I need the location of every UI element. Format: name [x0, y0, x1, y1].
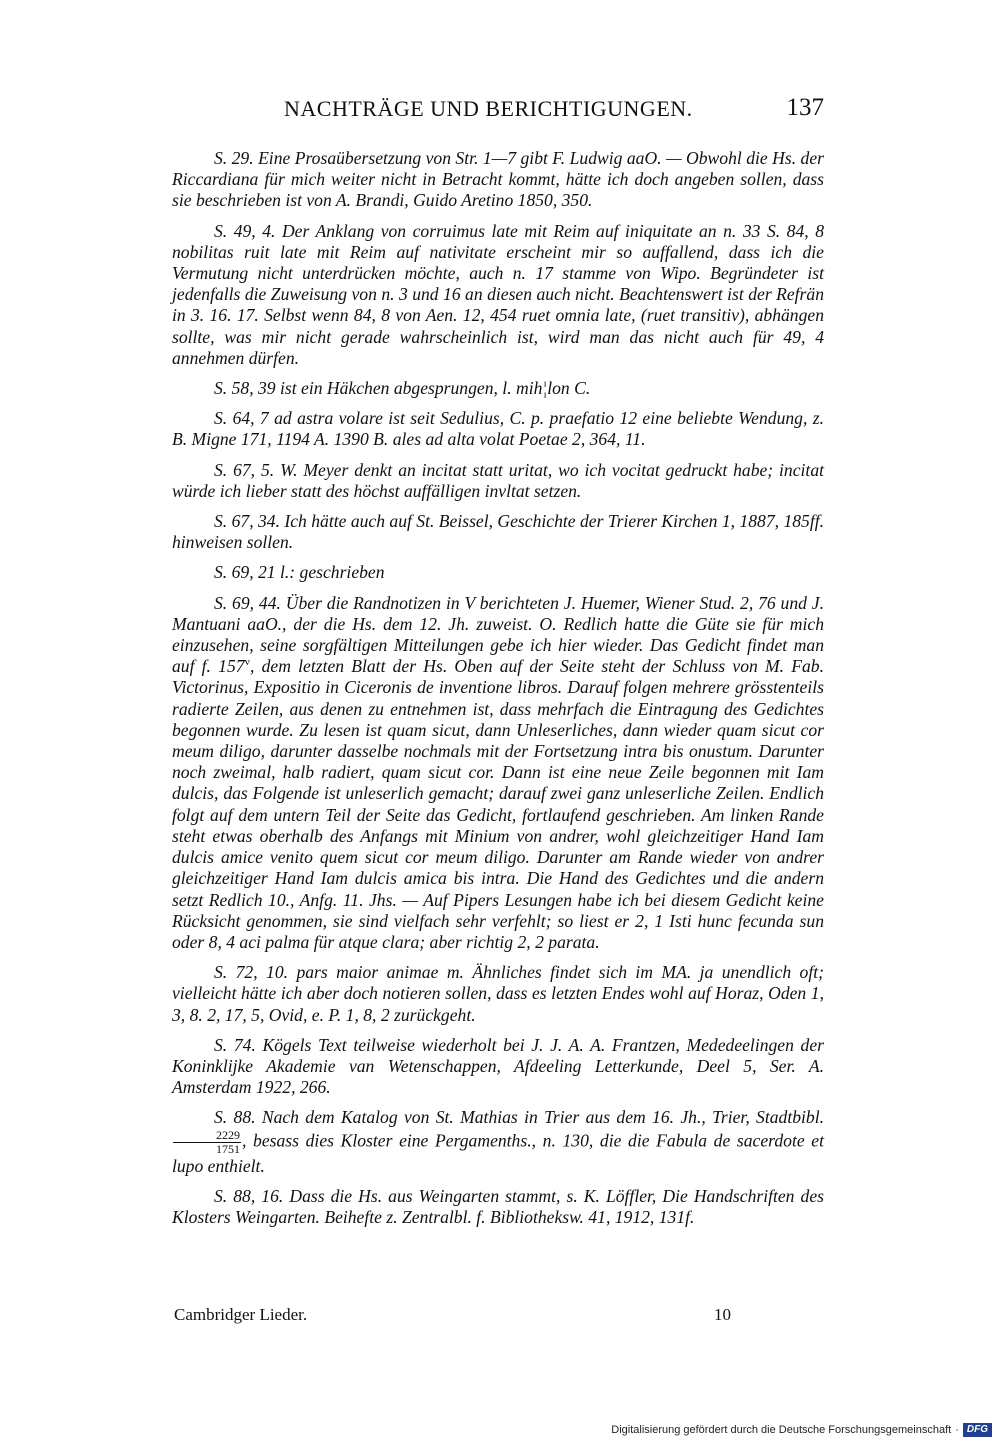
entry-text: pars maior animae m. Ähnliches findet sich im MA. ja unendlich oft; vielleicht hätte ich aber doch notieren sollen, dass es letzten Endes wohl auf Horaz, Oden 1, 3, 8. 2, 17, 5, Ovid, e. P. 1, 8, 2 zurückgeht. — [172, 962, 824, 1025]
entry-reference: S. 72, 10. — [214, 962, 289, 983]
signature-title: Cambridger Lieder. — [174, 1305, 308, 1324]
note-entry — [172, 221, 824, 369]
entry-text: ad astra volare ist seit Sedulius, C. p. praefatio 12 eine beliebte Wendung, z. B. Migne 171, 1194 A. 1390 B. ales ad alta volat Poetae 2, 364, 11. — [172, 408, 824, 450]
entry-reference: S. 88, 16. — [214, 1185, 284, 1206]
entry-text: W. Meyer denkt an incitat statt uritat, wo ich vocitat gedruckt habe; incitat würde ich lieber statt des höchst auffälligen invltat setzen. — [172, 459, 825, 501]
note-entry — [172, 378, 824, 399]
entry-reference: S. 29. — [214, 148, 254, 168]
entry-reference: S. 74. — [214, 1034, 256, 1055]
signature-number: 10 — [714, 1305, 731, 1324]
page-number: 137 — [786, 94, 824, 121]
note-entry — [172, 460, 824, 502]
note-entry — [172, 1186, 824, 1228]
entry-text-continued: , dem letzten Blatt der Hs. Oben auf der Seite steht der Schluss von M. Fab. Victorinus, Expositio in Ciceronis de inventione libros. Darauf folgen mehrere grösstenteils radierte Zeilen, aus denen zu entnehmen ist, dass mehrfach die Eintragung des Gedichtes begonnen wurde. Zu lesen ist quam sicut, dann Unleserliches, dann wieder quam sicut cor meum diligo, darunter dasselbe nochmals mit der Fortsetzung intra bis onustum. Darunter noch zweimal, halb radiert, quam sicut cor. Dann ist eine neue Zeile begonnen mit Iam dulcis, das Folgende ist unleserlich gemacht; darauf zwei ganz unleserliche Zeilen. Endlich folgt auf dem untern Teil der Seite das Gedicht, fortlaufend geschrieben. Am linken Rande steht etwas oberhalb des Anfangs mit Minium von andrer, wohl gleichzeitiger Hand Iam dulcis amice venito quem sicut cor meum diligo. Darunter am Rande wieder von andrer gleichzeitiger Hand Iam dulcis amica bis intra. Die Hand des Gedichtes und die andern setzt Redlich 10., Anfg. 11. Jhs. — Auf Pipers Lesungen habe ich bei diesem Gedicht keine Rücksicht genommen, sie sind vielfach sehr verfehlt; so liest er 2, 1 Isti hunc fecunda sun oder 8, 4 aci palma für atque clara; aber richtig 2, 2 parata. — [172, 656, 824, 952]
note-entry — [172, 1107, 824, 1176]
entry-reference: S. 58, 39 — [214, 378, 276, 399]
shelfmark-fraction — [173, 1129, 241, 1156]
entry-reference: S. 69, 44. — [214, 592, 281, 613]
entry-text: Ich hätte auch auf St. Beissel, Geschichte der Trierer Kirchen 1, 1887, 185ff. hinweisen sollen. — [172, 511, 825, 553]
page-title: NACHTRÄGE UND BERICHTIGUNGEN. — [284, 96, 693, 121]
entry-reference: S. 49, 4. — [214, 220, 276, 241]
note-entry — [172, 562, 824, 583]
entry-text: Dass die Hs. aus Weingarten stammt, s. K. Löffler, Die Handschriften des Klosters Weingarten. Beihefte z. Zentralbl. f. Bibliotheksw. 41, 1912, 131f. — [172, 1185, 824, 1227]
fraction-denominator: 1751 — [216, 1141, 240, 1156]
credit-text: Digitalisierung gefördert durch die Deutsche Forschungsgemeinschaft — [611, 1424, 952, 1436]
body-text — [172, 148, 824, 1237]
entry-reference: S. 67, 34. — [214, 511, 280, 532]
entry-text: Über die Randnotizen in V berichteten J. Huemer, Wiener Stud. 2, 76 und J. Mantuani aaO., der die Hs. dem 12. Jh. zuweist. O. Redlich hatte die Güte sie für mich einzusehen, seine sorgfältigen Mitteilungen gebe ich hier wieder. Das Gedicht findet man auf f. 157 — [172, 592, 824, 677]
entry-reference: S. 69, 21 — [214, 562, 276, 583]
entry-text: l.: geschrieben — [279, 562, 385, 583]
entry-text: Kögels Text teilweise wiederholt bei J. J. A. A. Frantzen, Mededeelingen der Koninklijke Akademie van Wetenschappen, Afdeeling Letterkunde, Deel 5, Ser. A. Amsterdam 1922, 266. — [172, 1034, 825, 1098]
note-entry — [172, 593, 824, 953]
dfg-logo-icon: DFG — [963, 1423, 992, 1437]
entry-text-continued: , besass dies Kloster eine Pergamenths., n. 130, die die Fabula de sacerdote et lupo enthielt. — [172, 1130, 824, 1176]
entry-reference: S. 88. — [214, 1107, 256, 1128]
superscript-verso: v — [244, 656, 251, 669]
note-entry — [172, 1035, 824, 1099]
credit-separator: · — [955, 1424, 959, 1436]
entry-text: Nach dem Katalog von St. Mathias in Trier aus dem 16. Jh., Trier, Stadtbibl. — [261, 1107, 824, 1128]
entry-text: Der Anklang von corruimus late mit Reim auf iniquitate an n. 33 S. 84, 8 nobilitas ruit late mit Reim auf nativitate erscheint mir so auffallend, dass ich die Vermutung nicht unterdrücken möchte, auch n. 17 stamme von Wipo. Begründeter ist jedenfalls die Zuweisung von n. 3 und 16 an diesen auch nicht. Beachtenswert ist der Refrän in 3. 16. 17. Selbst wenn 84, 8 von Aen. 12, 454 ruet omnia late, (ruet transitiv), abhängen sollte, was mir nicht gerade wahrscheinlich ist, wird man das nicht auch für 49, 4 annehmen dürfen. — [172, 220, 824, 368]
note-entry — [172, 962, 824, 1026]
signature-line — [172, 1305, 824, 1329]
entry-reference: S. 67, 5. — [214, 459, 275, 480]
entry-text: ist ein Häkchen abgesprungen, l. mih¦lon C. — [279, 378, 591, 399]
note-entry — [172, 511, 824, 553]
fraction-numerator: 2229 — [173, 1129, 241, 1143]
note-entry — [172, 408, 824, 450]
running-head — [172, 94, 824, 130]
note-entry — [172, 148, 824, 212]
entry-text: Eine Prosaübersetzung von Str. 1—7 gibt F. Ludwig aaO. — Obwohl die Hs. der Riccardiana für mich weiter nicht in Betracht kommt, hätte ich doch angeben sollen, dass sie beschrieben ist von A. Brandi, Guido Aretino 1850, 350. — [172, 148, 824, 211]
entry-reference: S. 64, 7 — [214, 408, 269, 429]
digitization-credit — [611, 1422, 992, 1438]
